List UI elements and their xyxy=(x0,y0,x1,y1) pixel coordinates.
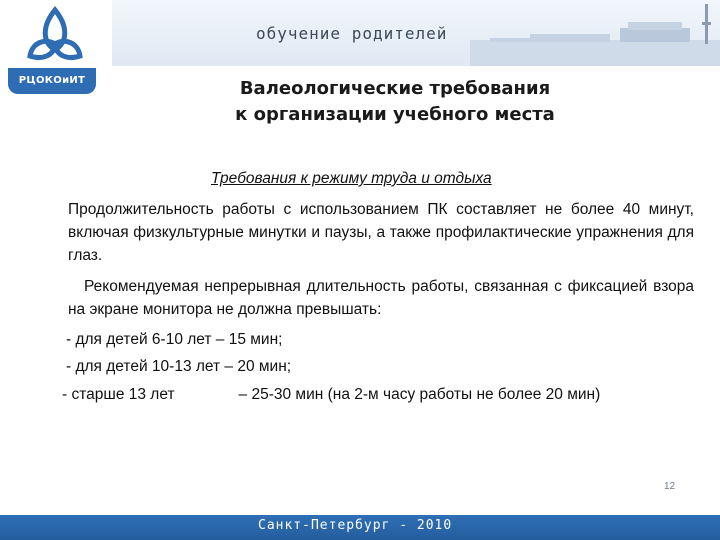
footer-bar xyxy=(0,515,720,540)
page-number: 12 xyxy=(664,481,676,492)
paragraph-continuous-duration xyxy=(68,275,694,321)
trefoil-logo-icon xyxy=(20,4,90,68)
section-subtitle: Требования к режиму труда и отдыха xyxy=(211,170,492,187)
footer-text: Санкт-Петербург - 2010 xyxy=(258,518,453,533)
list-item xyxy=(62,383,600,406)
paragraph-work-duration: Продолжительность работы с использованием ПК составляет не более 40 минут, включая физкультурные минутки и паузы, а также профилактические упражнения для глаз. xyxy=(68,201,694,264)
list-item: - для детей 10-13 лет – 20 мин; xyxy=(66,358,292,375)
list-item-label: - старше 13 лет xyxy=(62,386,175,403)
paragraph-continuous-duration-text: Рекомендуемая непрерывная длительность работы, связанная с фиксацией взора на экране монитора не должна превышать: xyxy=(68,278,694,318)
city-skyline-image xyxy=(470,0,720,66)
slide-title xyxy=(180,76,610,128)
list-item: - для детей 6-10 лет – 15 мин; xyxy=(66,331,283,348)
header-title: обучение родителей xyxy=(256,24,448,43)
slide-title-line-1: Валеологические требования xyxy=(239,78,551,99)
slide-title-line-2: к организации учебного места xyxy=(235,104,555,125)
logo-label: РЦОКОиИТ xyxy=(8,68,96,94)
logo xyxy=(0,0,112,100)
list-item-value: – 25-30 мин (на 2-м часу работы не более 20 мин) xyxy=(238,386,601,403)
